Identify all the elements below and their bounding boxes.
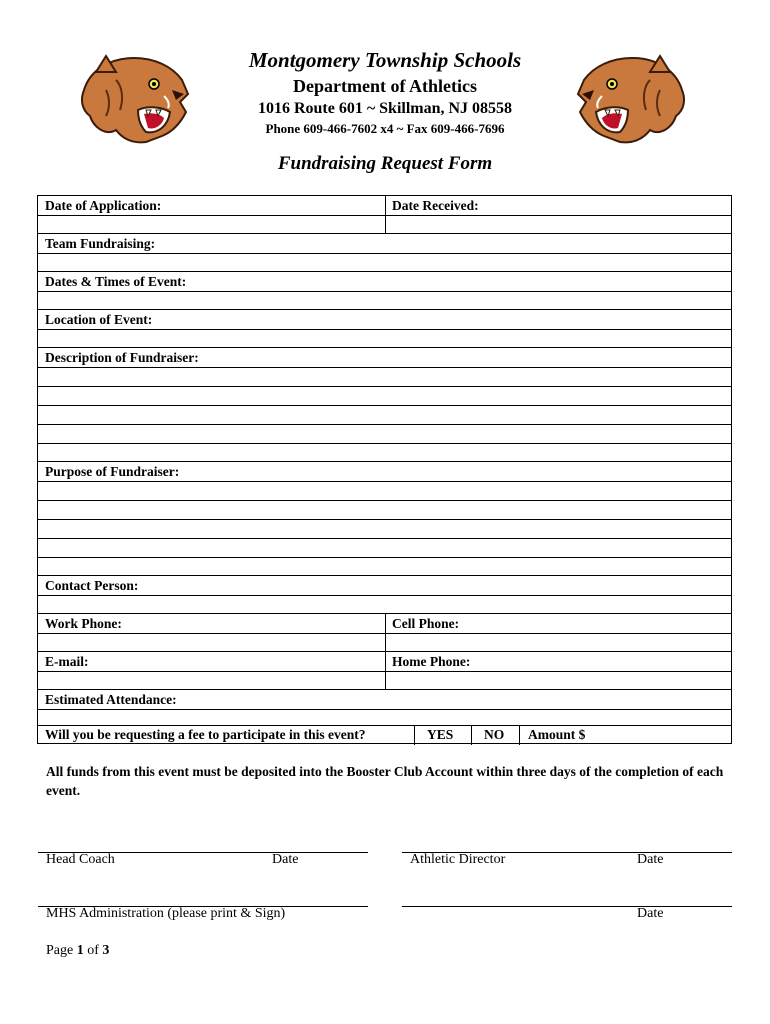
divider: [385, 216, 386, 233]
purpose-line[interactable]: [38, 482, 731, 501]
page-number: [46, 943, 109, 959]
description-line[interactable]: [38, 368, 731, 387]
purpose-line[interactable]: [38, 501, 731, 520]
divider: [414, 726, 415, 745]
divider: [471, 726, 472, 745]
cell-phone-label: Cell Phone:: [392, 616, 460, 631]
purpose-line[interactable]: [38, 558, 731, 576]
department-name: Department of Athletics: [293, 76, 477, 96]
team-fundraising-row: [38, 234, 731, 254]
phone-line: Phone 609-466-7602 x4 ~ Fax 609-466-7696: [265, 121, 505, 136]
dates-times-row: [38, 272, 731, 292]
no-option[interactable]: NO: [484, 727, 505, 742]
contact-person-label: Contact Person:: [45, 578, 139, 593]
team-fundraising-label: Team Fundraising:: [45, 236, 156, 251]
email-label: E-mail:: [45, 654, 89, 669]
home-phone-label: Home Phone:: [392, 654, 471, 669]
email-row: [38, 652, 731, 672]
dates-times-field[interactable]: [38, 292, 731, 310]
school-name: Montgomery Township Schools: [248, 48, 522, 72]
divider: [385, 614, 386, 633]
description-row: [38, 348, 731, 368]
booster-club-notice: All funds from this event must be deposited into the Booster Club Account within three days of the completion of each event.: [46, 764, 724, 798]
estimated-attendance-label: Estimated Attendance:: [45, 692, 177, 707]
work-phone-label: Work Phone:: [45, 616, 122, 631]
purpose-line[interactable]: [38, 539, 731, 558]
description-line[interactable]: [38, 387, 731, 406]
page-title: Fundraising Request Form: [277, 153, 493, 174]
description-label: Description of Fundraiser:: [45, 350, 199, 365]
divider: [519, 726, 520, 745]
page-total: 3: [102, 943, 110, 958]
location-row: [38, 310, 731, 330]
attendance-row: [38, 690, 731, 710]
description-line[interactable]: [38, 425, 731, 444]
date-of-application-label: Date of Application:: [45, 198, 162, 213]
fee-question-row: [38, 726, 731, 745]
yes-option[interactable]: YES: [427, 727, 454, 742]
divider: [385, 672, 386, 689]
address-line: 1016 Route 601 ~ Skillman, NJ 08558: [257, 100, 513, 117]
divider: [385, 196, 386, 215]
contact-person-row: [38, 576, 731, 596]
fee-question-label: Will you be requesting a fee to participate in this event?: [45, 727, 366, 742]
divider: [385, 634, 386, 651]
amount-label: Amount $: [528, 727, 586, 742]
attendance-field[interactable]: [38, 710, 731, 726]
request-form: [37, 195, 732, 744]
location-label: Location of Event:: [45, 312, 153, 327]
description-line[interactable]: [38, 406, 731, 425]
page-current: 1: [76, 943, 84, 958]
mhs-admin-label: MHS Administration (please print & Sign): [46, 906, 286, 921]
phone-row: [38, 614, 731, 634]
phone-field[interactable]: [38, 634, 731, 652]
team-fundraising-field[interactable]: [38, 254, 731, 272]
date-label: Date: [637, 852, 664, 867]
page-of: of: [83, 943, 103, 958]
purpose-line[interactable]: [38, 520, 731, 539]
date-label: Date: [637, 906, 664, 921]
athletic-director-label: Athletic Director: [410, 852, 506, 867]
email-field[interactable]: [38, 672, 731, 690]
date-label: Date: [272, 852, 299, 867]
description-line[interactable]: [38, 444, 731, 462]
admin-date-line[interactable]: [402, 906, 732, 907]
page-prefix: Page: [46, 943, 77, 958]
divider: [385, 652, 386, 671]
dates-times-label: Dates & Times of Event:: [45, 274, 187, 289]
head-coach-label: Head Coach: [46, 852, 115, 867]
date-entry-field[interactable]: [38, 216, 731, 234]
letterhead: [0, 46, 770, 138]
purpose-row: [38, 462, 731, 482]
contact-person-field[interactable]: [38, 596, 731, 614]
purpose-label: Purpose of Fundraiser:: [45, 464, 180, 479]
date-received-label: Date Received:: [392, 198, 479, 213]
location-field[interactable]: [38, 330, 731, 348]
row-dates: [38, 196, 731, 216]
